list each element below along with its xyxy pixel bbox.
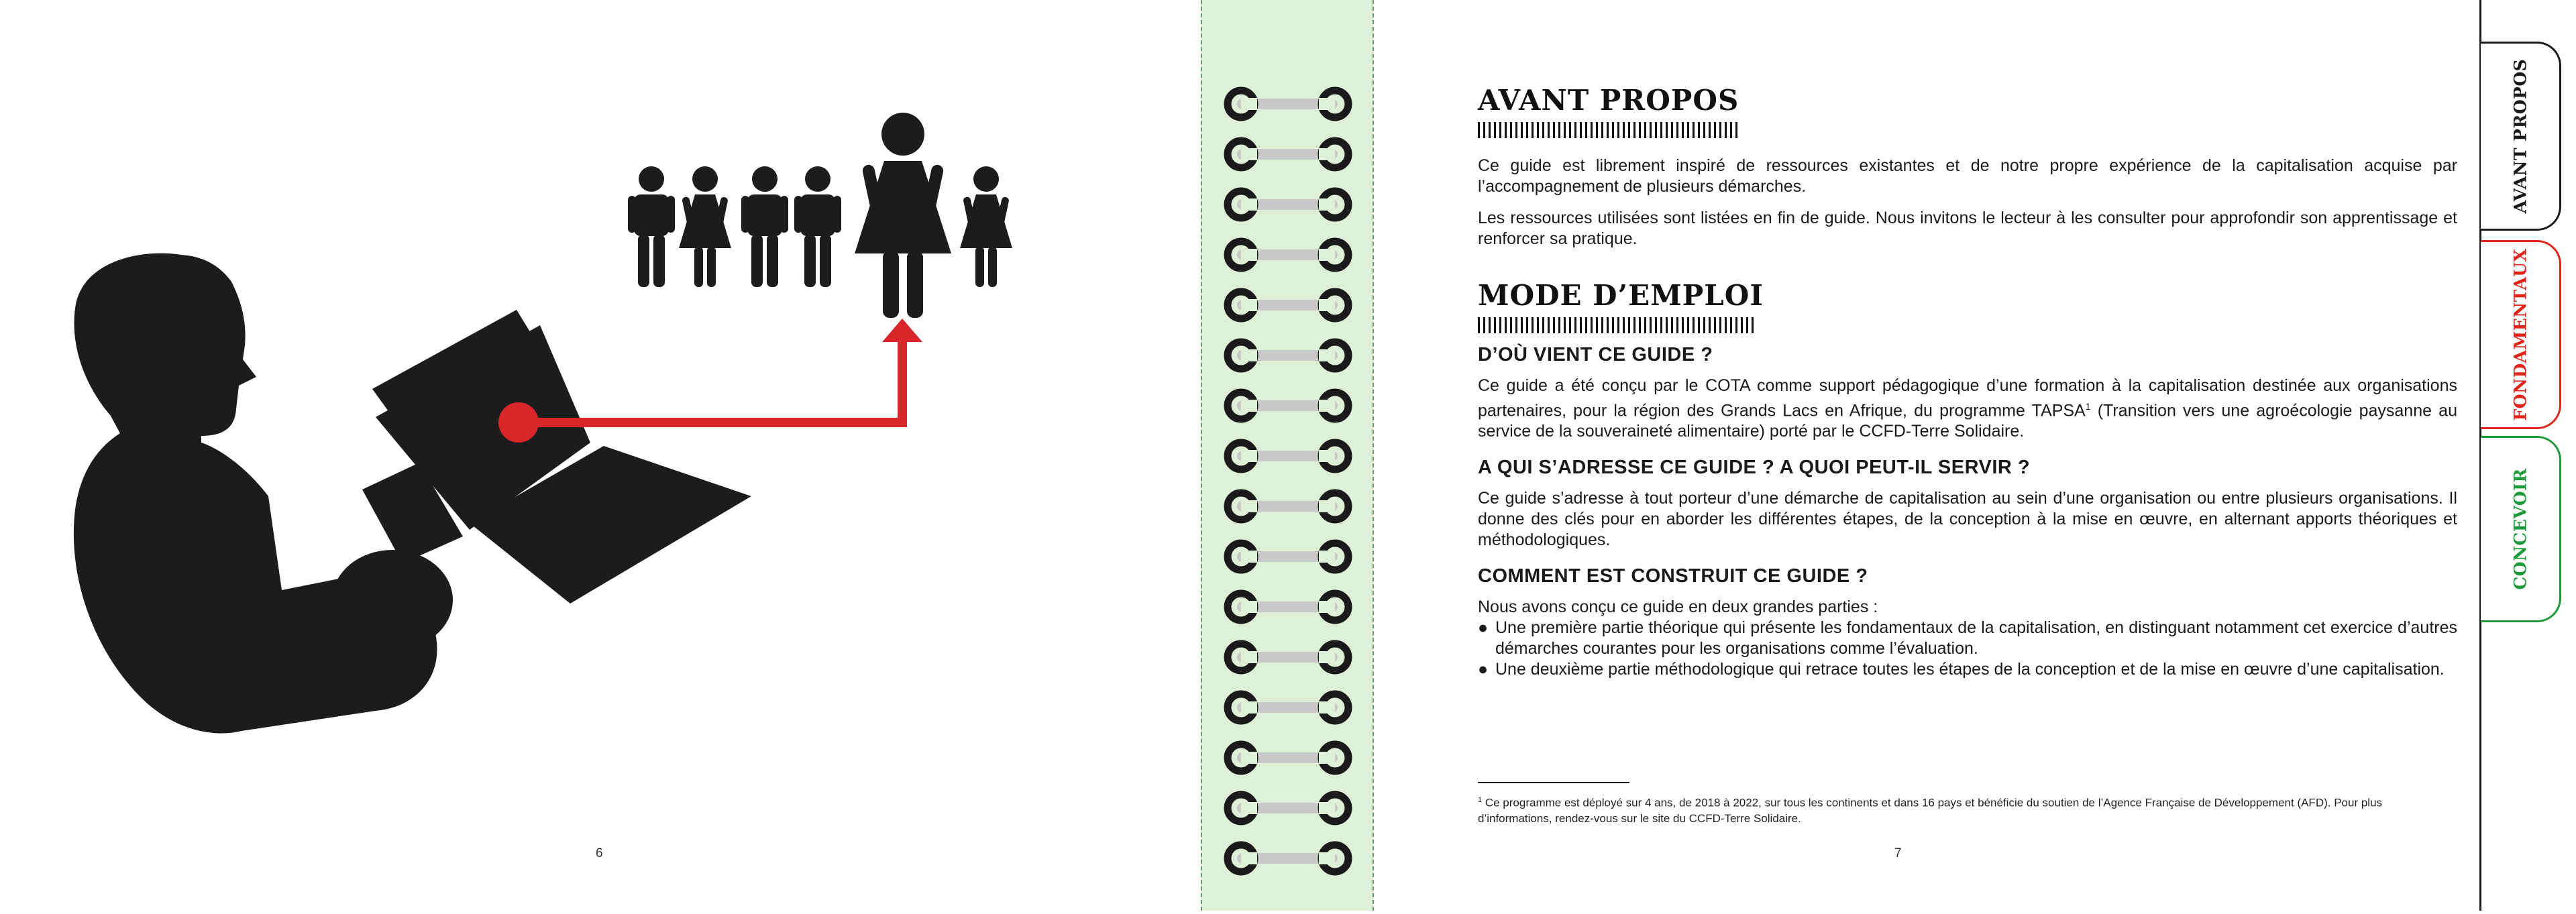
section-title-mode-emploi: MODE D’EMPLOI — [1478, 279, 1764, 312]
paragraph — [1478, 376, 2457, 442]
binding-ring — [1228, 493, 1348, 520]
footnote-rule — [1478, 782, 1629, 783]
section-title-avant-propos: AVANT PROPOS — [1478, 84, 1739, 117]
binding-ring — [1228, 593, 1348, 620]
paragraph: Ce guide est librement inspiré de ressources existantes et de notre propre expérience de la capitalisation acquise par l’accompagnement de plusieurs démarches. — [1478, 156, 2457, 196]
binding-ring — [1228, 543, 1348, 570]
binding-ring — [1228, 141, 1348, 168]
title-underline — [1478, 317, 1756, 333]
tab-label: CONCEVOIR — [2510, 468, 2530, 590]
spiral-binding — [1201, 0, 1374, 911]
person-woman-icon — [960, 166, 1012, 287]
right-page — [1374, 0, 2576, 911]
paragraph-text: (Transition vers une agroécologie paysanne au service de la souveraineté alimentaire) porté par le CCFD-Terre Solidaire. — [1478, 401, 2457, 441]
tab-fondamentaux[interactable] — [2481, 240, 2561, 429]
footnote-text: Ce programme est déployé sur 4 ans, de 2018 à 2022, sur tous les continents et dans 16 pays et bénéficie du soutien de l’Agence Française de Développement (AFD). Pour plus d’informations, rendez-vous sur le site du CCFD-Terre Solidaire. — [1478, 796, 2383, 825]
person-woman-large-icon — [855, 113, 951, 318]
paragraph-text: Ce guide a été conçu par le COTA comme support pédagogique d’une formation à la capitalisation destinée aux organisations partenaires, pour la région des Grands Lacs en Afrique, du programme TAPSA — [1478, 376, 2457, 420]
person-man-icon — [794, 166, 841, 287]
tab-label: AVANT PROPOS — [2510, 58, 2530, 214]
binding-ring — [1228, 392, 1348, 419]
footnote — [1478, 793, 2457, 826]
paragraph: Ce guide s’adresse à tout porteur d’une démarche de capitalisation au sein d’une organisation ou entre plusieurs organisations. Il donne des clés pour en aborder les différentes étapes, de la conception à la mise en œuvre, en alternant apports théoriques et méthodologiques. — [1478, 489, 2457, 550]
page-number-right: 7 — [1894, 846, 1902, 860]
binding-rings — [1202, 0, 1373, 911]
left-page — [0, 0, 1201, 911]
binding-ring — [1228, 191, 1348, 218]
bullet-list — [1478, 618, 2457, 680]
binding-ring — [1228, 443, 1348, 469]
binding-ring — [1228, 744, 1348, 771]
list-item-text: Une première partie théorique qui présente les fondamentaux de la capitalisation, en distinguant notamment cet exercice d’autres démarches courantes pour les organisations comme l’évaluation. — [1495, 618, 2457, 659]
bullet-icon: ● — [1478, 618, 1489, 638]
binding-ring — [1228, 342, 1348, 369]
tab-avant-propos[interactable] — [2481, 42, 2561, 231]
binding-ring — [1228, 694, 1348, 721]
person-man-icon — [628, 166, 675, 287]
reader-illustration — [0, 0, 1201, 911]
bullet-icon: ● — [1478, 660, 1489, 679]
list-item — [1478, 659, 2457, 680]
paragraph: Les ressources utilisées sont listées en fin de guide. Nous invitons le lecteur à les consulter pour approfondir son apprentissage et renforcer sa pratique. — [1478, 209, 2457, 248]
binding-ring — [1228, 241, 1348, 268]
tab-concevoir[interactable] — [2481, 436, 2561, 622]
page-content — [1478, 84, 2457, 680]
binding-ring — [1228, 91, 1348, 117]
footnote-ref: 1 — [2085, 401, 2091, 412]
title-underline — [1478, 122, 1738, 138]
binding-ring — [1228, 292, 1348, 319]
binding-ring — [1228, 795, 1348, 821]
person-man-icon — [741, 166, 788, 287]
binding-ring — [1228, 644, 1348, 671]
list-item — [1478, 618, 2457, 659]
paragraph: Nous avons conçu ce guide en deux grandes parties : — [1478, 597, 1878, 617]
subheading: A QUI S’ADRESSE CE GUIDE ? A QUOI PEUT-IL SERVIR ? — [1478, 457, 2031, 479]
page-number-left: 6 — [596, 846, 603, 860]
people-group — [628, 113, 1012, 318]
person-woman-icon — [679, 166, 731, 287]
footnote-number: 1 — [1478, 796, 1483, 804]
list-item-text: Une deuxième partie méthodologique qui retrace toutes les étapes de la conception et de la mise en œuvre d’une capitalisation. — [1495, 660, 2445, 679]
tab-label: FONDAMENTAUX — [2510, 248, 2530, 421]
binding-ring — [1228, 845, 1348, 872]
subheading: D’OÙ VIENT CE GUIDE ? — [1478, 344, 1713, 365]
subheading: COMMENT EST CONSTRUIT CE GUIDE ? — [1478, 565, 1868, 587]
